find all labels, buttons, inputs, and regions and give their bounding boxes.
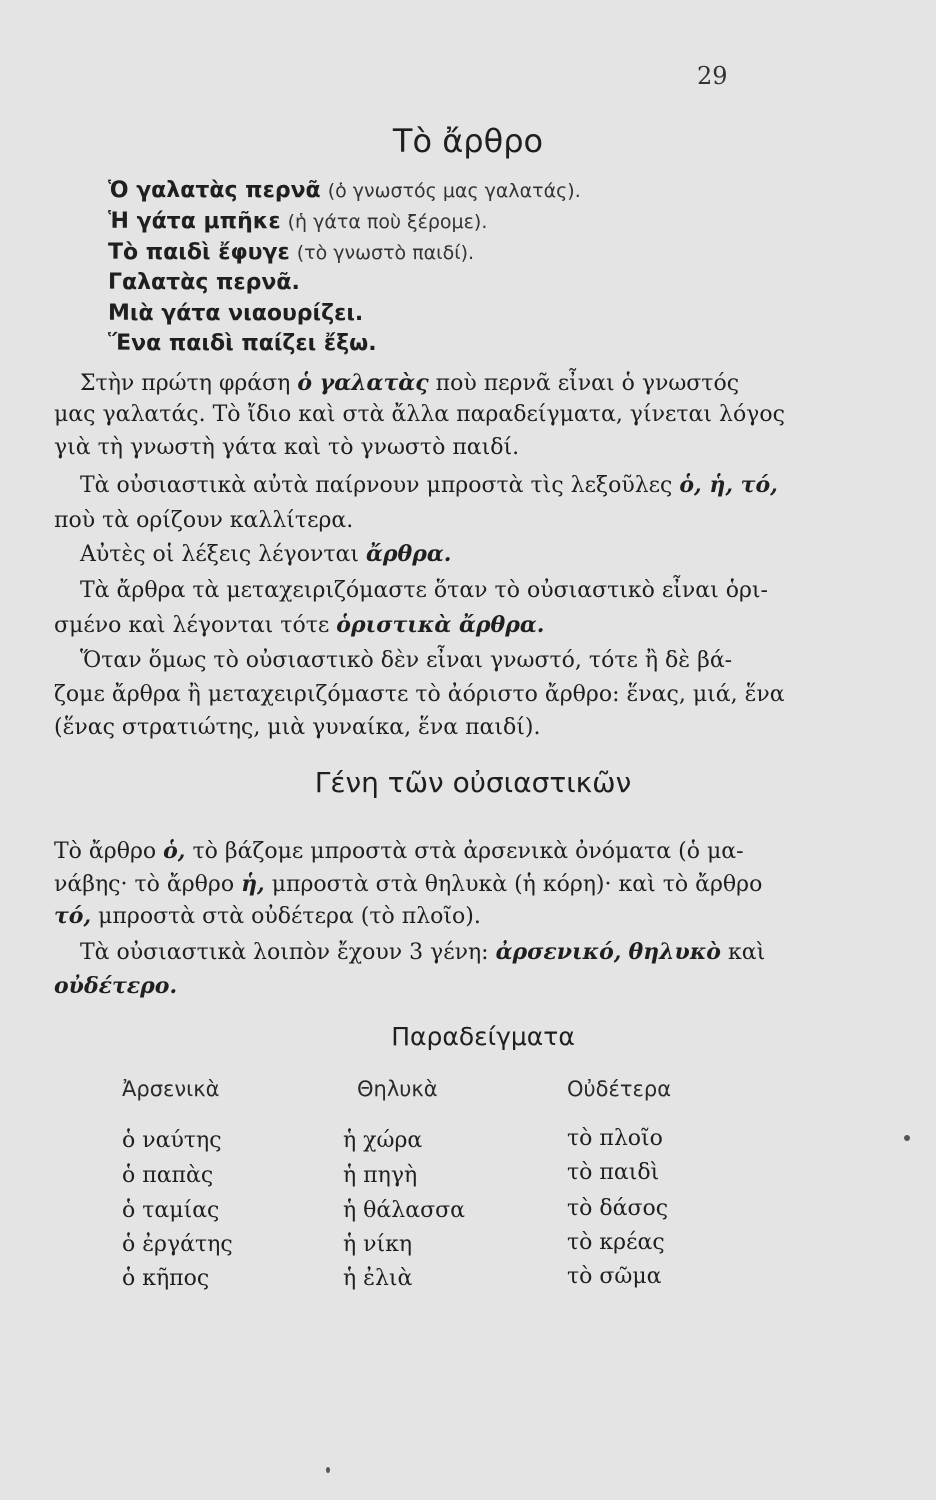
word-feminine: ἡ νίκη: [343, 1232, 413, 1257]
text-line: [54, 838, 744, 864]
print-speck: [326, 1467, 330, 1473]
word-feminine: ἡ χώρα: [343, 1128, 423, 1153]
word-neuter: τὸ δάσος: [567, 1196, 669, 1221]
keyword: τό,: [54, 903, 92, 929]
example-line: [108, 301, 363, 326]
word-masculine: ὁ ταμίας: [122, 1198, 220, 1223]
text-span: Αὐτὲς οἱ λέξεις λέγονται: [80, 542, 366, 567]
example-bold: Γαλατὰς περνᾶ.: [108, 270, 300, 295]
example-bold: Τὸ παιδὶ ἔφυγε: [108, 240, 290, 265]
text-line: [54, 871, 762, 897]
text-span: μπροστὰ στὰ οὐδέτερα (τὸ πλοῖο).: [91, 904, 481, 929]
word-masculine: ὁ κῆπος: [122, 1266, 210, 1291]
word-neuter: τὸ σῶμα: [567, 1264, 662, 1289]
word-masculine: ὁ ἐργάτης: [122, 1232, 233, 1257]
text-line: [80, 472, 778, 498]
text-span: νάβης· τὸ ἄρθρο: [54, 872, 242, 897]
text-line: (ἕνας στρατιώτης, μιὰ γυναίκα, ἕνα παιδί).: [54, 715, 541, 740]
text-line: μας γαλατάς. Τὸ ἴδιο καὶ στὰ ἄλλα παραδείγματα, γίνεται λόγος: [54, 402, 785, 427]
word-masculine: ὁ παπὰς: [122, 1163, 214, 1188]
examples-heading: Παραδείγματα: [391, 1022, 575, 1051]
keyword: ὁ γαλατὰς: [297, 370, 429, 396]
word-feminine: ἡ πηγὴ: [343, 1163, 418, 1188]
text-line: [54, 612, 544, 638]
text-span: μπροστὰ στὰ θηλυκὰ (ἡ κόρη)· καὶ τὸ ἄρθρο: [264, 872, 763, 897]
text-line: ζομε ἄρθρα ἢ μεταχειριζόμαστε τὸ ἀόριστο ἄρθρο: ἕνας, μιά, ἕνα: [54, 682, 785, 707]
example-bold: Ἕνα παιδὶ παίζει ἔξω.: [108, 331, 377, 356]
text-span: Τὰ οὐσιαστικὰ αὐτὰ παίρνουν μπροστὰ τὶς λεξοῦλες: [80, 473, 680, 498]
text-span: σμένο καὶ λέγονται τότε: [54, 613, 337, 638]
word-neuter: τὸ πλοῖο: [567, 1126, 663, 1151]
text-span: Στὴν πρώτη φράση: [80, 371, 298, 396]
text-span: τὸ βάζομε μπροστὰ στὰ ἀρσενικὰ ὀνόματα (ὁ μα-: [185, 839, 744, 864]
text-line: ποὺ τὰ ορίζουν καλλίτερα.: [54, 508, 354, 533]
example-bold: Ὁ γαλατὰς περνᾶ: [108, 178, 321, 203]
word-masculine: ὁ ναύτης: [122, 1128, 222, 1153]
example-line: [108, 270, 300, 295]
example-note: (ἡ γάτα ποὺ ξέρομε).: [287, 211, 488, 233]
column-header-feminine: Θηλυκὰ: [357, 1077, 438, 1101]
text-line: [54, 903, 481, 929]
example-note: (ὁ γνωστός μας γαλατάς).: [327, 180, 581, 202]
text-span: Τὰ οὐσιαστικὰ λοιπὸν ἔχουν 3 γένη:: [80, 940, 496, 965]
text-line: [54, 973, 177, 999]
keyword: ὁριστικὰ ἄρθρα.: [336, 612, 545, 638]
example-line: [108, 240, 474, 265]
word-neuter: τὸ κρέας: [567, 1230, 665, 1255]
column-header-masculine: Ἀρσενικὰ: [122, 1077, 220, 1101]
word-feminine: ἡ ἐλιὰ: [343, 1266, 413, 1291]
keyword: ἄρθρα.: [365, 541, 452, 567]
section-heading: Γένη τῶν οὐσιαστικῶν: [314, 766, 632, 799]
keyword: ἀρσενικό,: [495, 939, 622, 965]
text-span: Τὸ ἄρθρο: [54, 839, 164, 864]
text-line: Τὰ ἄρθρα τὰ μεταχειριζόμαστε ὅταν τὸ οὐσιαστικὸ εἶναι ὁρι-: [80, 578, 768, 603]
example-line: [108, 209, 487, 234]
word-neuter: τὸ παιδὶ: [567, 1160, 660, 1185]
keyword: θηλυκὸ: [628, 939, 721, 965]
keyword: οὐδέτερο.: [54, 973, 178, 999]
text-line: [80, 541, 451, 567]
example-bold: Ἡ γάτα μπῆκε: [108, 209, 281, 234]
example-line: [108, 178, 581, 203]
text-line: [80, 939, 765, 965]
keyword: ὁ, ἡ, τό,: [679, 472, 778, 498]
text-line: [80, 370, 739, 396]
text-span: ποὺ περνᾶ εἶναι ὁ γνωστός: [428, 371, 740, 396]
print-speck: [904, 1135, 910, 1141]
text-line: Ὅταν ὅμως τὸ οὐσιαστικὸ δὲν εἶναι γνωστό, τότε ἢ δὲ βά-: [80, 648, 733, 673]
keyword: ἡ,: [241, 871, 265, 897]
example-bold: Μιὰ γάτα νιαουρίζει.: [108, 301, 364, 326]
text-line: γιὰ τὴ γνωστὴ γάτα καὶ τὸ γνωστὸ παιδί.: [54, 435, 520, 460]
word-feminine: ἡ θάλασσα: [343, 1198, 465, 1223]
page-number: 29: [697, 62, 728, 90]
keyword: ὁ,: [163, 838, 186, 864]
example-note: (τὸ γνωστὸ παιδί).: [296, 242, 475, 264]
page-title: Τὸ ἄρθρο: [392, 122, 544, 160]
example-line: [108, 331, 377, 356]
text-span: καὶ: [720, 940, 766, 965]
column-header-neuter: Οὐδέτερα: [567, 1077, 672, 1101]
